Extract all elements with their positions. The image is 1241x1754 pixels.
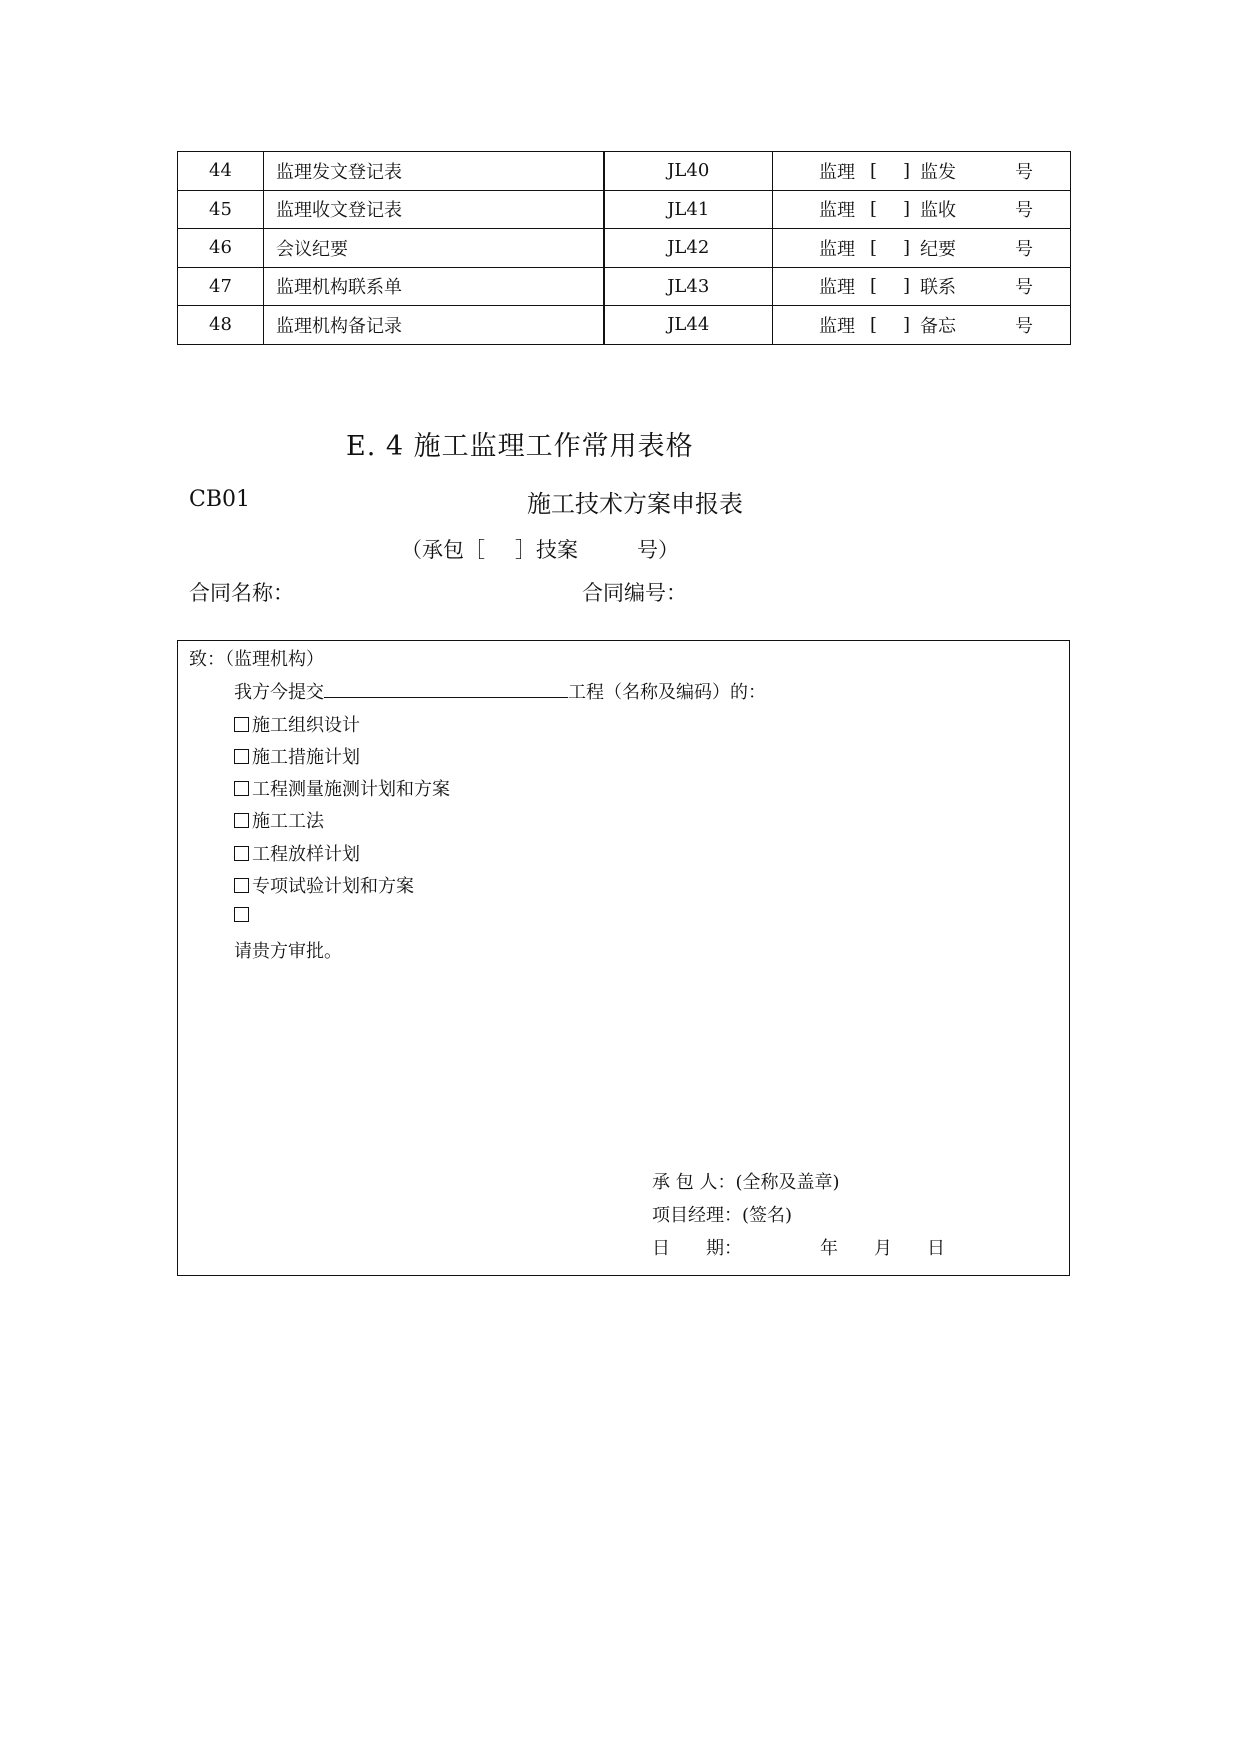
serial-type: 备忘 <box>920 315 956 337</box>
row-serial-format <box>773 267 1071 306</box>
submission-statement <box>234 678 766 704</box>
serial-bracket-open: [ <box>870 237 878 259</box>
row-form-code: JL41 <box>604 190 773 229</box>
option-item[interactable] <box>234 807 324 833</box>
date-day-label: 日 <box>927 1238 945 1259</box>
option-item[interactable] <box>234 743 360 769</box>
serial-suffix: 号 <box>1015 161 1033 183</box>
submission-suffix: 工程（名称及编码）的： <box>568 682 766 703</box>
row-serial-format <box>773 190 1071 229</box>
submission-prefix: 我方今提交 <box>234 682 324 703</box>
serial-prefix: 监理 <box>819 315 855 337</box>
form-serial-open: （承包［ <box>401 538 485 562</box>
serial-bracket-close: ] <box>903 275 911 297</box>
approval-request: 请贵方审批。 <box>234 941 342 962</box>
table-row <box>178 190 1071 229</box>
serial-type: 纪要 <box>920 238 956 260</box>
row-form-code: JL43 <box>604 267 773 306</box>
contractor-signature-label: 承 包 人：(全称及盖章) <box>652 1172 840 1193</box>
serial-prefix: 监理 <box>819 277 855 299</box>
serial-suffix: 号 <box>1015 315 1033 337</box>
row-form-name: 监理机构联系单 <box>264 267 604 306</box>
checkbox-icon[interactable] <box>234 717 249 732</box>
checkbox-icon[interactable] <box>234 781 249 796</box>
serial-suffix: 号 <box>1015 238 1033 260</box>
serial-prefix: 监理 <box>819 238 855 260</box>
option-item[interactable] <box>234 711 360 737</box>
form-serial-type: ］技案 <box>515 538 578 562</box>
serial-bracket-close: ] <box>903 237 911 259</box>
serial-suffix: 号 <box>1015 200 1033 222</box>
option-item[interactable] <box>234 905 252 926</box>
addressee-label: 致：（监理机构） <box>189 649 324 670</box>
serial-bracket-open: [ <box>870 275 878 297</box>
row-form-name: 会议纪要 <box>264 229 604 268</box>
row-number: 45 <box>178 190 264 229</box>
section-title: E. 4 施工监理工作常用表格 <box>346 431 694 462</box>
row-number: 44 <box>178 152 264 191</box>
option-label: 工程放样计划 <box>252 844 360 865</box>
option-item[interactable] <box>234 775 450 801</box>
row-serial-format <box>773 152 1071 191</box>
option-item[interactable] <box>234 840 360 866</box>
date-year-label: 年 <box>820 1238 838 1259</box>
option-label: 施工工法 <box>252 811 324 832</box>
register-table <box>177 151 1071 345</box>
project-name-blank[interactable] <box>324 679 568 698</box>
option-label: 工程测量施测计划和方案 <box>252 779 450 800</box>
form-code: CB01 <box>189 487 250 512</box>
serial-bracket-open: [ <box>870 314 878 336</box>
row-form-code: JL42 <box>604 229 773 268</box>
manager-signature-label: 项目经理：(签名) <box>652 1205 793 1226</box>
row-form-code: JL44 <box>604 306 773 345</box>
serial-bracket-close: ] <box>903 198 911 220</box>
table-row <box>178 306 1071 345</box>
checkbox-icon[interactable] <box>234 749 249 764</box>
serial-bracket-close: ] <box>903 160 911 182</box>
row-serial-format <box>773 229 1071 268</box>
row-number: 48 <box>178 306 264 345</box>
option-item[interactable] <box>234 872 414 898</box>
checkbox-icon[interactable] <box>234 813 249 828</box>
serial-prefix: 监理 <box>819 200 855 222</box>
date-label: 日 期： <box>652 1238 742 1259</box>
checkbox-icon[interactable] <box>234 846 249 861</box>
checkbox-icon[interactable] <box>234 878 249 893</box>
form-serial-suffix: 号） <box>637 538 679 562</box>
option-label: 施工组织设计 <box>252 715 360 736</box>
date-month-label: 月 <box>874 1238 892 1259</box>
row-form-code: JL40 <box>604 152 773 191</box>
form-body <box>177 640 1070 1276</box>
form-title: 施工技术方案申报表 <box>527 490 743 518</box>
serial-bracket-close: ] <box>903 314 911 336</box>
serial-type: 联系 <box>920 277 956 299</box>
row-form-name: 监理发文登记表 <box>264 152 604 191</box>
row-number: 47 <box>178 267 264 306</box>
serial-type: 监收 <box>920 200 956 222</box>
serial-type: 监发 <box>920 161 956 183</box>
option-label: 施工措施计划 <box>252 747 360 768</box>
contract-number-label: 合同编号： <box>582 581 687 605</box>
table-row <box>178 229 1071 268</box>
checkbox-icon[interactable] <box>234 907 249 922</box>
serial-bracket-open: [ <box>870 160 878 182</box>
serial-bracket-open: [ <box>870 198 878 220</box>
serial-prefix: 监理 <box>819 161 855 183</box>
row-serial-format <box>773 306 1071 345</box>
option-label: 专项试验计划和方案 <box>252 876 414 897</box>
table-row <box>178 152 1071 191</box>
row-form-name: 监理机构备记录 <box>264 306 604 345</box>
row-form-name: 监理收文登记表 <box>264 190 604 229</box>
serial-suffix: 号 <box>1015 277 1033 299</box>
row-number: 46 <box>178 229 264 268</box>
contract-name-label: 合同名称： <box>189 581 294 605</box>
table-row <box>178 267 1071 306</box>
